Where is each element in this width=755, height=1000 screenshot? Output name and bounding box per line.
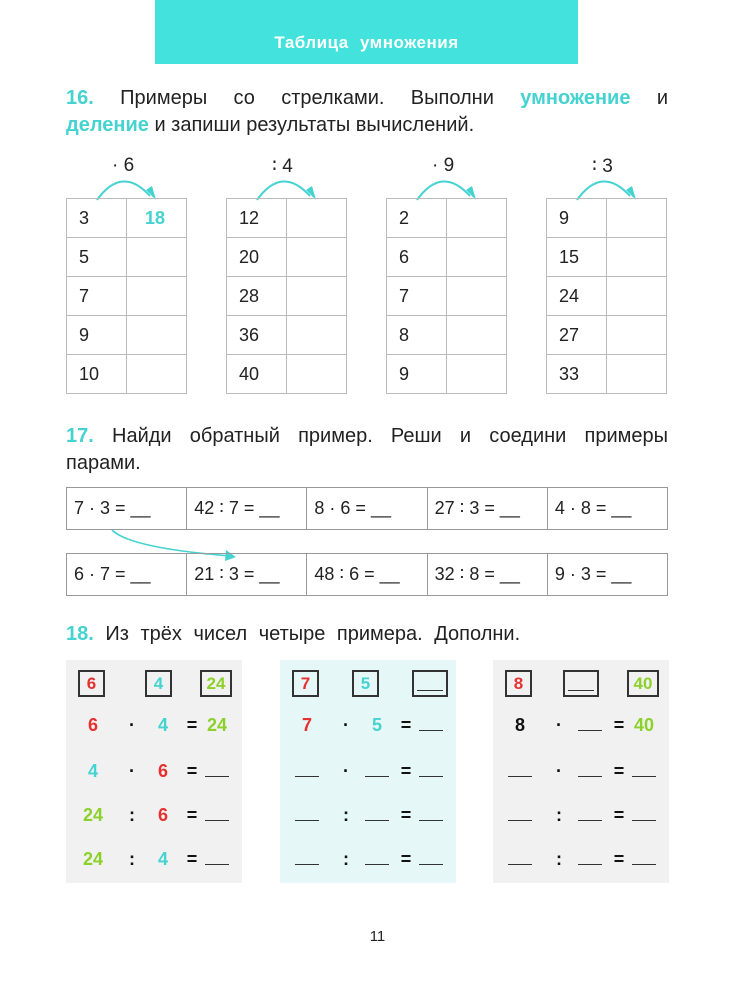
- table-cell-input: 9: [67, 316, 127, 355]
- equals-sign: =: [400, 849, 412, 869]
- operator: ·: [129, 715, 135, 735]
- answer-blank[interactable]: [575, 756, 605, 786]
- answer-blank[interactable]: [292, 756, 322, 786]
- operator: :: [343, 805, 349, 825]
- table-4-operation: ∶ 3: [592, 156, 613, 177]
- answer-blank[interactable]: [416, 756, 446, 786]
- operand-a: 6: [87, 715, 98, 735]
- operator: ·: [343, 761, 349, 781]
- equation-row: [493, 710, 669, 740]
- task-16-highlight-multiply: умножение: [520, 87, 631, 109]
- table-cell-input: 9: [387, 355, 447, 394]
- operand-b: 6: [157, 761, 168, 781]
- equation-cell[interactable]: 8 · 6 = __: [307, 488, 427, 529]
- equation-row: [280, 844, 456, 874]
- equation-row: [66, 800, 242, 830]
- table-cell-input: 20: [227, 238, 287, 277]
- operator: ·: [343, 715, 349, 735]
- table-2-operation: ∶ 4: [272, 156, 293, 177]
- operand-a: 4: [87, 761, 98, 781]
- table-1-operation: · 6: [112, 155, 135, 176]
- table-cell-input: 24: [547, 277, 607, 316]
- operand-a: 24: [82, 805, 104, 825]
- answer-blank[interactable]: [416, 800, 446, 830]
- task-18-text: [66, 621, 668, 648]
- equals-sign: =: [186, 805, 198, 825]
- operator: ·: [556, 761, 562, 781]
- equals-sign: =: [186, 715, 198, 735]
- answer-blank[interactable]: [362, 844, 392, 874]
- table-cell-input: 6: [387, 238, 447, 277]
- task-16-text-part1: Примеры со стрелками. Выполни: [120, 87, 494, 109]
- table-cell-input: 27: [547, 316, 607, 355]
- table-3-operation: · 9: [432, 155, 455, 176]
- answer-blank[interactable]: [416, 710, 446, 740]
- answer-blank[interactable]: [505, 800, 535, 830]
- equation-row-2: [66, 553, 668, 596]
- equation-cell[interactable]: 48 ∶ 6 = __: [307, 554, 427, 595]
- equation-cell[interactable]: 4 · 8 = __: [554, 498, 632, 518]
- equation-cell[interactable]: 7 · 3 = __: [67, 488, 187, 529]
- equals-sign: =: [400, 805, 412, 825]
- number-family-block-3: [493, 660, 669, 883]
- equals-sign: =: [613, 805, 625, 825]
- table-cell-input: 5: [67, 238, 127, 277]
- answer-blank[interactable]: [575, 800, 605, 830]
- operator: :: [556, 849, 562, 869]
- equation-cell[interactable]: 32 ∶ 8 = __: [428, 554, 548, 595]
- equals-sign: =: [613, 715, 625, 735]
- operator: :: [343, 849, 349, 869]
- equation-row: [493, 800, 669, 830]
- number-box-blank[interactable]: [563, 670, 599, 697]
- equation-cell[interactable]: 9 · 3 = __: [554, 564, 632, 584]
- number-box: 40: [627, 670, 659, 697]
- table-cell-input: 9: [547, 199, 607, 238]
- task-17-text-line2: парами.: [66, 452, 141, 474]
- operand-a: 8: [514, 715, 525, 735]
- table-cell-input: 10: [67, 355, 127, 394]
- number-box: 4: [145, 670, 172, 697]
- answer-blank[interactable]: [202, 800, 232, 830]
- answer-blank[interactable]: [202, 756, 232, 786]
- answer-blank[interactable]: [575, 710, 605, 740]
- number-family-block-1: [66, 660, 242, 883]
- answer-blank[interactable]: [362, 800, 392, 830]
- table-cell-result[interactable]: 18: [127, 199, 187, 238]
- answer-blank[interactable]: [629, 756, 659, 786]
- operand-b: 4: [157, 849, 168, 869]
- answer-blank[interactable]: [575, 844, 605, 874]
- result: 40: [633, 715, 655, 735]
- number-family-block-2: [280, 660, 456, 883]
- answer-blank[interactable]: [292, 844, 322, 874]
- operator: ·: [129, 761, 135, 781]
- table-cell-input: 7: [387, 277, 447, 316]
- equation-cell[interactable]: 21 ∶ 3 = __: [187, 554, 307, 595]
- operator: ·: [556, 715, 562, 735]
- equals-sign: =: [613, 849, 625, 869]
- number-box: 6: [78, 670, 105, 697]
- answer-blank[interactable]: [362, 756, 392, 786]
- operand-b: 6: [157, 805, 168, 825]
- table-cell-input: 33: [547, 355, 607, 394]
- task-16-number: 16.: [66, 87, 94, 109]
- answer-blank[interactable]: [292, 800, 322, 830]
- table-cell-input: 8: [387, 316, 447, 355]
- table-cell-input: 15: [547, 238, 607, 277]
- equation-row: [493, 844, 669, 874]
- operand-a: 7: [301, 715, 312, 735]
- task-16-text-part2: и: [656, 87, 668, 109]
- table-cell-input: 3: [67, 199, 127, 238]
- equals-sign: =: [400, 761, 412, 781]
- answer-blank[interactable]: [505, 844, 535, 874]
- task-17-text-line1: Найди обратный пример. Реши и соедини примеры: [112, 425, 669, 447]
- equals-sign: =: [613, 761, 625, 781]
- task-18-number: 18.: [66, 623, 94, 645]
- equation-row: [66, 756, 242, 786]
- page-number: 11: [369, 928, 386, 945]
- table-cell-input: 7: [67, 277, 127, 316]
- equation-row: [493, 756, 669, 786]
- table-cell-input: 28: [227, 277, 287, 316]
- number-box: 5: [352, 670, 379, 697]
- equals-sign: =: [400, 715, 412, 735]
- task-16-text-part3: и запиши результаты вычислений.: [154, 114, 475, 136]
- page-header-title: Таблица умножения: [274, 33, 459, 52]
- number-box: 24: [200, 670, 232, 697]
- answer-blank[interactable]: [629, 800, 659, 830]
- number-box: 8: [505, 670, 532, 697]
- equation-cell[interactable]: 6 · 7 = __: [67, 554, 187, 595]
- operand-a: 24: [82, 849, 104, 869]
- task-17-number: 17.: [66, 425, 94, 447]
- answer-blank[interactable]: [202, 844, 232, 874]
- operand-b: 4: [157, 715, 168, 735]
- operator: :: [129, 805, 135, 825]
- number-box: 7: [292, 670, 319, 697]
- operator: :: [129, 849, 135, 869]
- operator: :: [556, 805, 562, 825]
- answer-blank[interactable]: [505, 756, 535, 786]
- table-cell-input: 12: [227, 199, 287, 238]
- equals-sign: =: [186, 849, 198, 869]
- equation-cell[interactable]: 27 ∶ 3 = __: [428, 488, 548, 529]
- table-cell-input: 40: [227, 355, 287, 394]
- equation-row: [66, 844, 242, 874]
- table-cell-input: 2: [387, 199, 447, 238]
- equation-row: [280, 710, 456, 740]
- equals-sign: =: [186, 761, 198, 781]
- task-18-instruction: Из трёх чисел четыре примера. Дополни.: [105, 623, 521, 645]
- equation-cell[interactable]: 42 ∶ 7 = __: [187, 488, 307, 529]
- answer-blank[interactable]: [416, 844, 446, 874]
- operand-b: 5: [371, 715, 382, 735]
- task-16-highlight-divide: деление: [66, 114, 149, 136]
- number-box-blank[interactable]: [412, 670, 448, 697]
- equation-row: [280, 756, 456, 786]
- result: 24: [206, 715, 228, 735]
- table-cell-input: 36: [227, 316, 287, 355]
- answer-blank[interactable]: [629, 844, 659, 874]
- equation-row: [66, 710, 242, 740]
- equation-row: [280, 800, 456, 830]
